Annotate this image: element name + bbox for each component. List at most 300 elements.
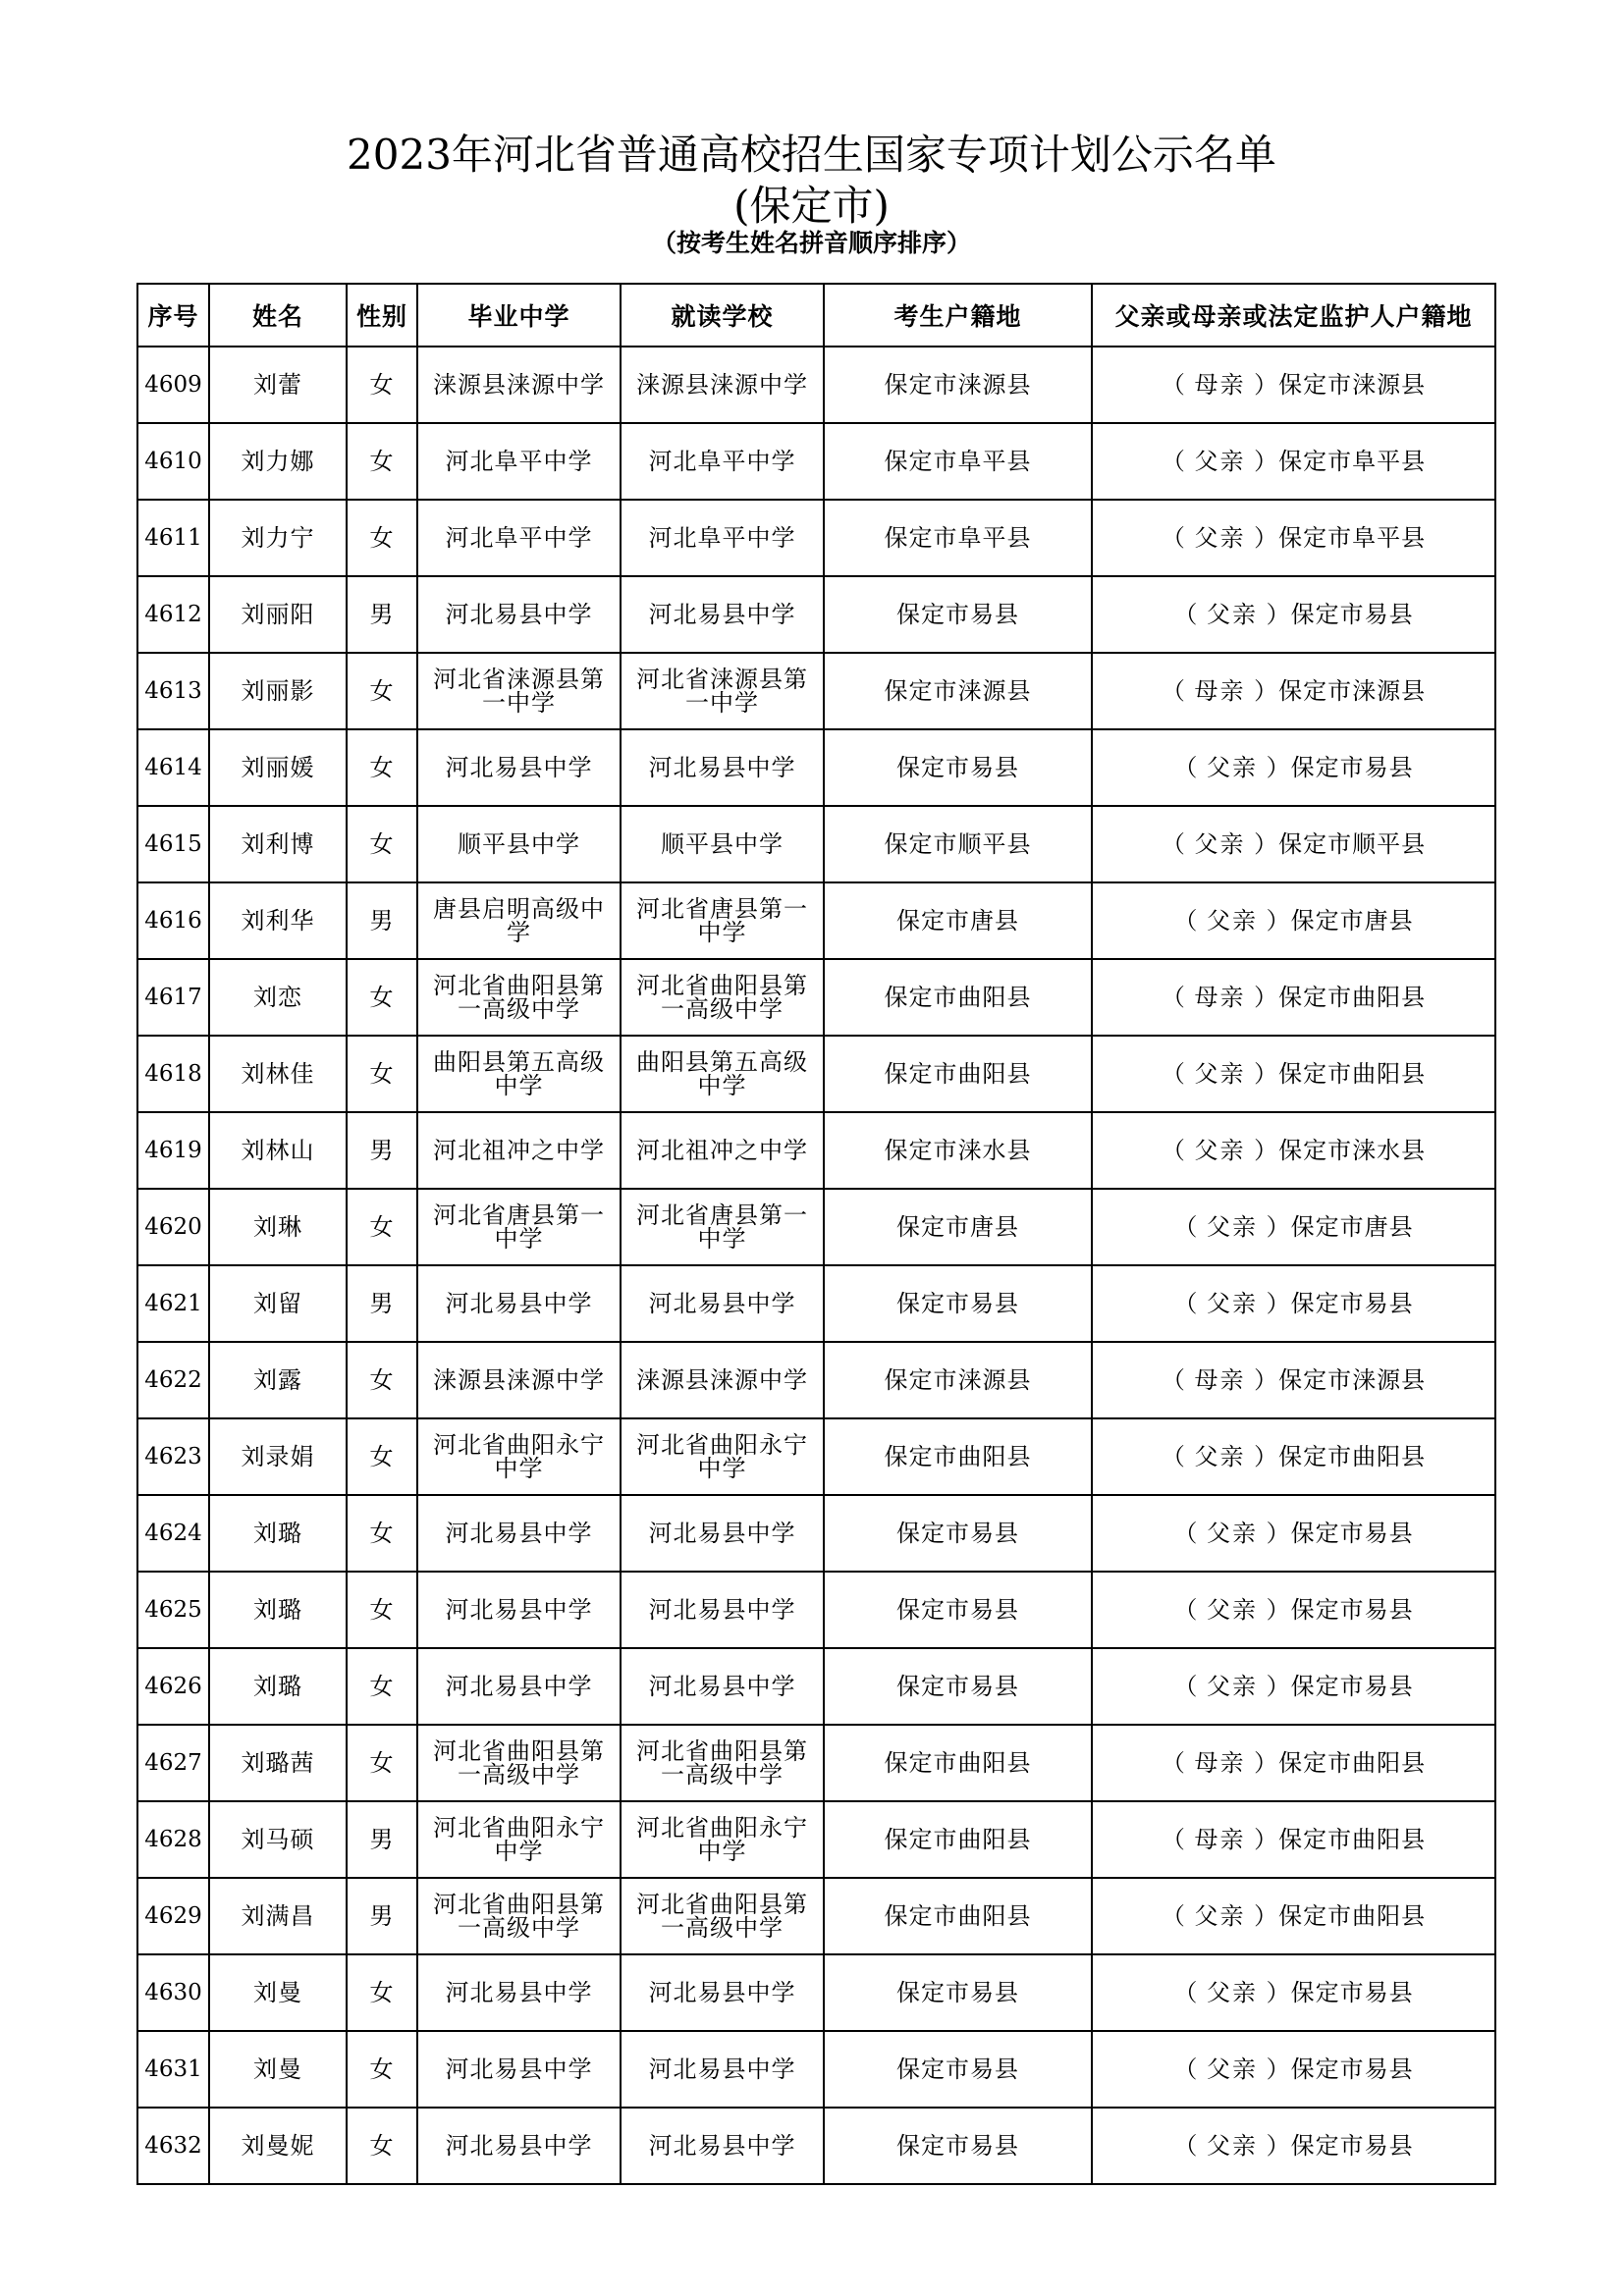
cell-gender: 女 <box>347 653 417 729</box>
paren-open: （ <box>1161 1366 1195 1394</box>
cell-current-school: 河北易县中学 <box>621 1572 824 1648</box>
table-row <box>137 1954 1495 2031</box>
guardian-hukou: 保定市顺平县 <box>1278 830 1427 858</box>
paren-close: ） <box>1258 2056 1291 2083</box>
table-row <box>137 1189 1495 1265</box>
guardian-hukou: 保定市唐县 <box>1290 1213 1414 1241</box>
cell-current-school: 涞源县涞源中学 <box>621 347 824 423</box>
paren-open: （ <box>1161 677 1195 705</box>
guardian-hukou: 保定市阜平县 <box>1278 448 1427 475</box>
guardian-relation: 父亲 <box>1207 2056 1258 2083</box>
guardian-relation: 父亲 <box>1207 907 1258 934</box>
guardian-relation: 母亲 <box>1194 1826 1246 1853</box>
cell-gender: 男 <box>347 882 417 959</box>
cell-hukou: 保定市易县 <box>824 1954 1092 2031</box>
cell-name: 刘马硕 <box>209 1801 347 1878</box>
cell-grad-school: 河北易县中学 <box>417 2031 621 2108</box>
guardian-hukou: 保定市曲阳县 <box>1278 1826 1427 1853</box>
sort-note: （按考生姓名拼音顺序排序） <box>651 229 971 257</box>
cell-seq: 4623 <box>137 1418 209 1495</box>
cell-hukou: 保定市易县 <box>824 576 1092 653</box>
paren-close: ） <box>1245 830 1279 858</box>
cell-name: 刘曼妮 <box>209 2108 347 2184</box>
cell-hukou: 保定市涞源县 <box>824 347 1092 423</box>
cell-grad-school: 河北易县中学 <box>417 1265 621 1342</box>
cell-grad-school: 曲阳县第五高级中学 <box>417 1036 621 1112</box>
guardian-relation: 父亲 <box>1207 754 1258 781</box>
cell-name: 刘林佳 <box>209 1036 347 1112</box>
paren-open: （ <box>1161 1826 1195 1853</box>
document-title: 2023年河北省普通高校招生国家专项计划公示名单 <box>347 131 1276 179</box>
cell-grad-school: 顺平县中学 <box>417 806 621 882</box>
cell-gender: 男 <box>347 1878 417 1954</box>
paren-open: （ <box>1161 1443 1195 1470</box>
cell-name: 刘林山 <box>209 1112 347 1189</box>
cell-hukou: 保定市易县 <box>824 1265 1092 1342</box>
guardian-hukou: 保定市涞源县 <box>1278 371 1427 399</box>
paren-close: ） <box>1245 371 1279 399</box>
cell-hukou: 保定市阜平县 <box>824 500 1092 576</box>
cell-guardian-hukou <box>1092 2108 1495 2184</box>
paren-open: （ <box>1161 524 1195 552</box>
table-row <box>137 1036 1495 1112</box>
guardian-relation: 父亲 <box>1207 1520 1258 1547</box>
cell-gender: 女 <box>347 729 417 806</box>
paren-open: （ <box>1173 601 1207 628</box>
cell-hukou: 保定市曲阳县 <box>824 1878 1092 1954</box>
cell-name: 刘蕾 <box>209 347 347 423</box>
paren-close: ） <box>1245 1060 1279 1088</box>
cell-gender: 男 <box>347 1265 417 1342</box>
cell-guardian-hukou <box>1092 653 1495 729</box>
cell-seq: 4626 <box>137 1648 209 1725</box>
cell-current-school: 河北省曲阳县第一高级中学 <box>621 959 824 1036</box>
document-subtitle: (保定市) <box>733 182 890 230</box>
cell-seq: 4630 <box>137 1954 209 2031</box>
cell-name: 刘丽阳 <box>209 576 347 653</box>
paren-open: （ <box>1173 754 1207 781</box>
paren-close: ） <box>1258 601 1291 628</box>
cell-seq: 4621 <box>137 1265 209 1342</box>
guardian-relation: 父亲 <box>1194 448 1246 475</box>
cell-current-school: 河北省曲阳县第一高级中学 <box>621 1725 824 1801</box>
table-row <box>137 806 1495 882</box>
guardian-hukou: 保定市易县 <box>1290 2132 1414 2160</box>
cell-hukou: 保定市唐县 <box>824 1189 1092 1265</box>
cell-current-school: 河北易县中学 <box>621 1495 824 1572</box>
cell-name: 刘利华 <box>209 882 347 959</box>
paren-open: （ <box>1173 2056 1207 2083</box>
guardian-hukou: 保定市易县 <box>1290 601 1414 628</box>
cell-seq: 4627 <box>137 1725 209 1801</box>
cell-guardian-hukou <box>1092 806 1495 882</box>
cell-gender: 男 <box>347 1801 417 1878</box>
guardian-relation: 父亲 <box>1194 1060 1246 1088</box>
cell-current-school: 涞源县涞源中学 <box>621 1342 824 1418</box>
cell-name: 刘利博 <box>209 806 347 882</box>
cell-guardian-hukou <box>1092 576 1495 653</box>
cell-gender: 女 <box>347 1189 417 1265</box>
cell-name: 刘丽影 <box>209 653 347 729</box>
cell-seq: 4612 <box>137 576 209 653</box>
paren-close: ） <box>1245 1443 1279 1470</box>
cell-current-school: 河北省曲阳永宁中学 <box>621 1418 824 1495</box>
paren-open: （ <box>1173 907 1207 934</box>
guardian-hukou: 保定市曲阳县 <box>1278 1902 1427 1930</box>
cell-name: 刘丽媛 <box>209 729 347 806</box>
cell-name: 刘璐 <box>209 1648 347 1725</box>
guardian-hukou: 保定市易县 <box>1290 1596 1414 1624</box>
cell-guardian-hukou <box>1092 1954 1495 2031</box>
cell-seq: 4625 <box>137 1572 209 1648</box>
guardian-relation: 父亲 <box>1194 1902 1246 1930</box>
header-grad-school: 毕业中学 <box>417 284 621 347</box>
cell-guardian-hukou <box>1092 1648 1495 1725</box>
paren-open: （ <box>1173 1673 1207 1700</box>
cell-guardian-hukou <box>1092 1572 1495 1648</box>
cell-grad-school: 河北省曲阳永宁中学 <box>417 1418 621 1495</box>
guardian-hukou: 保定市易县 <box>1290 2056 1414 2083</box>
cell-name: 刘琳 <box>209 1189 347 1265</box>
paren-close: ） <box>1258 754 1291 781</box>
cell-gender: 女 <box>347 1342 417 1418</box>
cell-hukou: 保定市曲阳县 <box>824 1801 1092 1878</box>
cell-gender: 女 <box>347 1572 417 1648</box>
cell-gender: 女 <box>347 1495 417 1572</box>
guardian-relation: 父亲 <box>1194 524 1246 552</box>
table-row <box>137 576 1495 653</box>
cell-name: 刘璐 <box>209 1572 347 1648</box>
paren-close: ） <box>1245 1902 1279 1930</box>
cell-hukou: 保定市涞水县 <box>824 1112 1092 1189</box>
cell-seq: 4614 <box>137 729 209 806</box>
paren-open: （ <box>1173 1290 1207 1317</box>
cell-current-school: 河北省涞源县第一中学 <box>621 653 824 729</box>
cell-current-school: 河北易县中学 <box>621 1648 824 1725</box>
cell-grad-school: 河北省曲阳县第一高级中学 <box>417 1878 621 1954</box>
cell-hukou: 保定市阜平县 <box>824 423 1092 500</box>
cell-guardian-hukou <box>1092 2031 1495 2108</box>
guardian-relation: 父亲 <box>1207 601 1258 628</box>
table-row <box>137 882 1495 959</box>
cell-grad-school: 河北易县中学 <box>417 2108 621 2184</box>
guardian-relation: 母亲 <box>1194 677 1246 705</box>
paren-close: ） <box>1245 1826 1279 1853</box>
guardian-hukou: 保定市易县 <box>1290 1673 1414 1700</box>
cell-grad-school: 河北省唐县第一中学 <box>417 1189 621 1265</box>
guardian-relation: 父亲 <box>1194 1443 1246 1470</box>
cell-grad-school: 河北祖冲之中学 <box>417 1112 621 1189</box>
cell-seq: 4624 <box>137 1495 209 1572</box>
cell-hukou: 保定市顺平县 <box>824 806 1092 882</box>
table-row <box>137 1572 1495 1648</box>
guardian-relation: 母亲 <box>1194 1749 1246 1777</box>
cell-grad-school: 涞源县涞源中学 <box>417 347 621 423</box>
cell-name: 刘力宁 <box>209 500 347 576</box>
cell-guardian-hukou <box>1092 1342 1495 1418</box>
paren-close: ） <box>1258 1979 1291 2006</box>
table-row <box>137 729 1495 806</box>
cell-current-school: 河北祖冲之中学 <box>621 1112 824 1189</box>
guardian-hukou: 保定市曲阳县 <box>1278 1060 1427 1088</box>
paren-open: （ <box>1173 1596 1207 1624</box>
cell-seq: 4628 <box>137 1801 209 1878</box>
guardian-relation: 父亲 <box>1194 830 1246 858</box>
cell-name: 刘曼 <box>209 2031 347 2108</box>
cell-hukou: 保定市唐县 <box>824 882 1092 959</box>
cell-hukou: 保定市易县 <box>824 2108 1092 2184</box>
cell-current-school: 河北阜平中学 <box>621 500 824 576</box>
cell-gender: 女 <box>347 959 417 1036</box>
cell-grad-school: 涞源县涞源中学 <box>417 1342 621 1418</box>
paren-open: （ <box>1173 1213 1207 1241</box>
cell-seq: 4609 <box>137 347 209 423</box>
cell-current-school: 河北易县中学 <box>621 576 824 653</box>
table-row <box>137 1495 1495 1572</box>
cell-current-school: 河北省唐县第一中学 <box>621 882 824 959</box>
cell-hukou: 保定市易县 <box>824 729 1092 806</box>
guardian-hukou: 保定市唐县 <box>1290 907 1414 934</box>
cell-seq: 4613 <box>137 653 209 729</box>
cell-seq: 4629 <box>137 1878 209 1954</box>
paren-open: （ <box>1173 2132 1207 2160</box>
table-row <box>137 423 1495 500</box>
cell-current-school: 河北省曲阳县第一高级中学 <box>621 1878 824 1954</box>
cell-current-school: 河北易县中学 <box>621 1954 824 2031</box>
paren-close: ） <box>1245 1749 1279 1777</box>
paren-open: （ <box>1161 1060 1195 1088</box>
guardian-hukou: 保定市涞源县 <box>1278 677 1427 705</box>
cell-guardian-hukou <box>1092 1495 1495 1572</box>
paren-close: ） <box>1245 677 1279 705</box>
table-row <box>137 1648 1495 1725</box>
cell-seq: 4620 <box>137 1189 209 1265</box>
paren-open: （ <box>1161 371 1195 399</box>
cell-grad-school: 河北易县中学 <box>417 1954 621 2031</box>
cell-hukou: 保定市曲阳县 <box>824 1725 1092 1801</box>
table-row <box>137 653 1495 729</box>
guardian-hukou: 保定市涞水县 <box>1278 1137 1427 1164</box>
paren-close: ） <box>1258 1596 1291 1624</box>
cell-gender: 女 <box>347 1418 417 1495</box>
cell-gender: 女 <box>347 423 417 500</box>
header-gender: 性别 <box>347 284 417 347</box>
cell-grad-school: 唐县启明高级中学 <box>417 882 621 959</box>
cell-hukou: 保定市曲阳县 <box>824 959 1092 1036</box>
cell-current-school: 河北省唐县第一中学 <box>621 1189 824 1265</box>
guardian-hukou: 保定市阜平县 <box>1278 524 1427 552</box>
cell-grad-school: 河北易县中学 <box>417 729 621 806</box>
cell-name: 刘璐茜 <box>209 1725 347 1801</box>
cell-hukou: 保定市易县 <box>824 2031 1092 2108</box>
table-row <box>137 2108 1495 2184</box>
guardian-relation: 父亲 <box>1207 1213 1258 1241</box>
paren-close: ） <box>1245 1137 1279 1164</box>
cell-guardian-hukou <box>1092 1036 1495 1112</box>
cell-current-school: 曲阳县第五高级中学 <box>621 1036 824 1112</box>
cell-name: 刘力娜 <box>209 423 347 500</box>
cell-current-school: 河北易县中学 <box>621 1265 824 1342</box>
cell-name: 刘恋 <box>209 959 347 1036</box>
table-row <box>137 1801 1495 1878</box>
cell-guardian-hukou <box>1092 423 1495 500</box>
paren-close: ） <box>1258 1673 1291 1700</box>
cell-hukou: 保定市涞源县 <box>824 653 1092 729</box>
cell-guardian-hukou <box>1092 1801 1495 1878</box>
guardian-relation: 母亲 <box>1194 1366 1246 1394</box>
guardian-relation: 父亲 <box>1207 1290 1258 1317</box>
cell-current-school: 河北省曲阳永宁中学 <box>621 1801 824 1878</box>
cell-hukou: 保定市曲阳县 <box>824 1418 1092 1495</box>
table-row <box>137 500 1495 576</box>
cell-gender: 男 <box>347 576 417 653</box>
header-name: 姓名 <box>209 284 347 347</box>
table-row <box>137 2031 1495 2108</box>
cell-guardian-hukou <box>1092 1265 1495 1342</box>
cell-gender: 男 <box>347 1112 417 1189</box>
cell-grad-school: 河北易县中学 <box>417 1648 621 1725</box>
paren-close: ） <box>1258 907 1291 934</box>
cell-seq: 4616 <box>137 882 209 959</box>
header-seq: 序号 <box>137 284 209 347</box>
paren-close: ） <box>1245 524 1279 552</box>
cell-guardian-hukou <box>1092 1418 1495 1495</box>
table-row <box>137 1265 1495 1342</box>
paren-close: ） <box>1245 984 1279 1011</box>
cell-guardian-hukou <box>1092 347 1495 423</box>
table-row <box>137 347 1495 423</box>
header-guardian-hukou: 父亲或母亲或法定监护人户籍地 <box>1092 284 1495 347</box>
guardian-relation: 父亲 <box>1207 1673 1258 1700</box>
cell-current-school: 河北易县中学 <box>621 2031 824 2108</box>
guardian-relation: 父亲 <box>1207 1979 1258 2006</box>
paren-open: （ <box>1161 448 1195 475</box>
table-row <box>137 1112 1495 1189</box>
cell-seq: 4617 <box>137 959 209 1036</box>
cell-grad-school: 河北阜平中学 <box>417 423 621 500</box>
cell-guardian-hukou <box>1092 1878 1495 1954</box>
cell-guardian-hukou <box>1092 1189 1495 1265</box>
paren-open: （ <box>1161 984 1195 1011</box>
paren-close: ） <box>1245 448 1279 475</box>
header-hukou: 考生户籍地 <box>824 284 1092 347</box>
cell-seq: 4631 <box>137 2031 209 2108</box>
cell-grad-school: 河北易县中学 <box>417 1572 621 1648</box>
cell-grad-school: 河北省曲阳县第一高级中学 <box>417 959 621 1036</box>
paren-open: （ <box>1161 1137 1195 1164</box>
guardian-relation: 母亲 <box>1194 984 1246 1011</box>
cell-gender: 女 <box>347 806 417 882</box>
header-current-school: 就读学校 <box>621 284 824 347</box>
guardian-hukou: 保定市涞源县 <box>1278 1366 1427 1394</box>
guardian-hukou: 保定市易县 <box>1290 1520 1414 1547</box>
cell-grad-school: 河北易县中学 <box>417 576 621 653</box>
cell-gender: 女 <box>347 500 417 576</box>
cell-seq: 4632 <box>137 2108 209 2184</box>
cell-grad-school: 河北省曲阳县第一高级中学 <box>417 1725 621 1801</box>
cell-guardian-hukou <box>1092 1725 1495 1801</box>
cell-seq: 4618 <box>137 1036 209 1112</box>
guardian-relation: 父亲 <box>1207 2132 1258 2160</box>
table-row <box>137 1342 1495 1418</box>
guardian-hukou: 保定市易县 <box>1290 754 1414 781</box>
guardian-relation: 母亲 <box>1194 371 1246 399</box>
cell-seq: 4615 <box>137 806 209 882</box>
cell-gender: 女 <box>347 347 417 423</box>
cell-guardian-hukou <box>1092 1112 1495 1189</box>
cell-hukou: 保定市易县 <box>824 1648 1092 1725</box>
roster-table <box>136 283 1496 2185</box>
cell-name: 刘满昌 <box>209 1878 347 1954</box>
cell-current-school: 河北阜平中学 <box>621 423 824 500</box>
paren-close: ） <box>1258 1213 1291 1241</box>
cell-current-school: 河北易县中学 <box>621 2108 824 2184</box>
paren-open: （ <box>1161 830 1195 858</box>
cell-gender: 女 <box>347 2031 417 2108</box>
cell-guardian-hukou <box>1092 729 1495 806</box>
cell-hukou: 保定市易县 <box>824 1495 1092 1572</box>
cell-seq: 4619 <box>137 1112 209 1189</box>
guardian-hukou: 保定市易县 <box>1290 1290 1414 1317</box>
table-row <box>137 1418 1495 1495</box>
paren-close: ） <box>1258 1290 1291 1317</box>
cell-gender: 女 <box>347 1648 417 1725</box>
cell-name: 刘露 <box>209 1342 347 1418</box>
guardian-hukou: 保定市曲阳县 <box>1278 984 1427 1011</box>
paren-close: ） <box>1245 1366 1279 1394</box>
cell-seq: 4622 <box>137 1342 209 1418</box>
cell-guardian-hukou <box>1092 500 1495 576</box>
cell-name: 刘录娟 <box>209 1418 347 1495</box>
guardian-relation: 父亲 <box>1207 1596 1258 1624</box>
cell-hukou: 保定市易县 <box>824 1572 1092 1648</box>
cell-gender: 女 <box>347 1954 417 2031</box>
table-row <box>137 1878 1495 1954</box>
cell-grad-school: 河北省曲阳永宁中学 <box>417 1801 621 1878</box>
paren-open: （ <box>1173 1520 1207 1547</box>
cell-hukou: 保定市曲阳县 <box>824 1036 1092 1112</box>
cell-name: 刘留 <box>209 1265 347 1342</box>
cell-gender: 女 <box>347 1725 417 1801</box>
cell-current-school: 顺平县中学 <box>621 806 824 882</box>
cell-grad-school: 河北阜平中学 <box>417 500 621 576</box>
table-row <box>137 959 1495 1036</box>
cell-current-school: 河北易县中学 <box>621 729 824 806</box>
cell-grad-school: 河北易县中学 <box>417 1495 621 1572</box>
cell-guardian-hukou <box>1092 959 1495 1036</box>
guardian-hukou: 保定市曲阳县 <box>1278 1443 1427 1470</box>
table-row <box>137 1725 1495 1801</box>
cell-name: 刘璐 <box>209 1495 347 1572</box>
cell-seq: 4611 <box>137 500 209 576</box>
paren-open: （ <box>1173 1979 1207 2006</box>
cell-name: 刘曼 <box>209 1954 347 2031</box>
paren-close: ） <box>1258 1520 1291 1547</box>
cell-grad-school: 河北省涞源县第一中学 <box>417 653 621 729</box>
cell-gender: 女 <box>347 2108 417 2184</box>
paren-open: （ <box>1161 1902 1195 1930</box>
guardian-hukou: 保定市曲阳县 <box>1278 1749 1427 1777</box>
cell-hukou: 保定市涞源县 <box>824 1342 1092 1418</box>
guardian-relation: 父亲 <box>1194 1137 1246 1164</box>
paren-close: ） <box>1258 2132 1291 2160</box>
cell-seq: 4610 <box>137 423 209 500</box>
paren-open: （ <box>1161 1749 1195 1777</box>
cell-gender: 女 <box>347 1036 417 1112</box>
guardian-hukou: 保定市易县 <box>1290 1979 1414 2006</box>
cell-guardian-hukou <box>1092 882 1495 959</box>
table-header-row <box>137 284 1495 347</box>
